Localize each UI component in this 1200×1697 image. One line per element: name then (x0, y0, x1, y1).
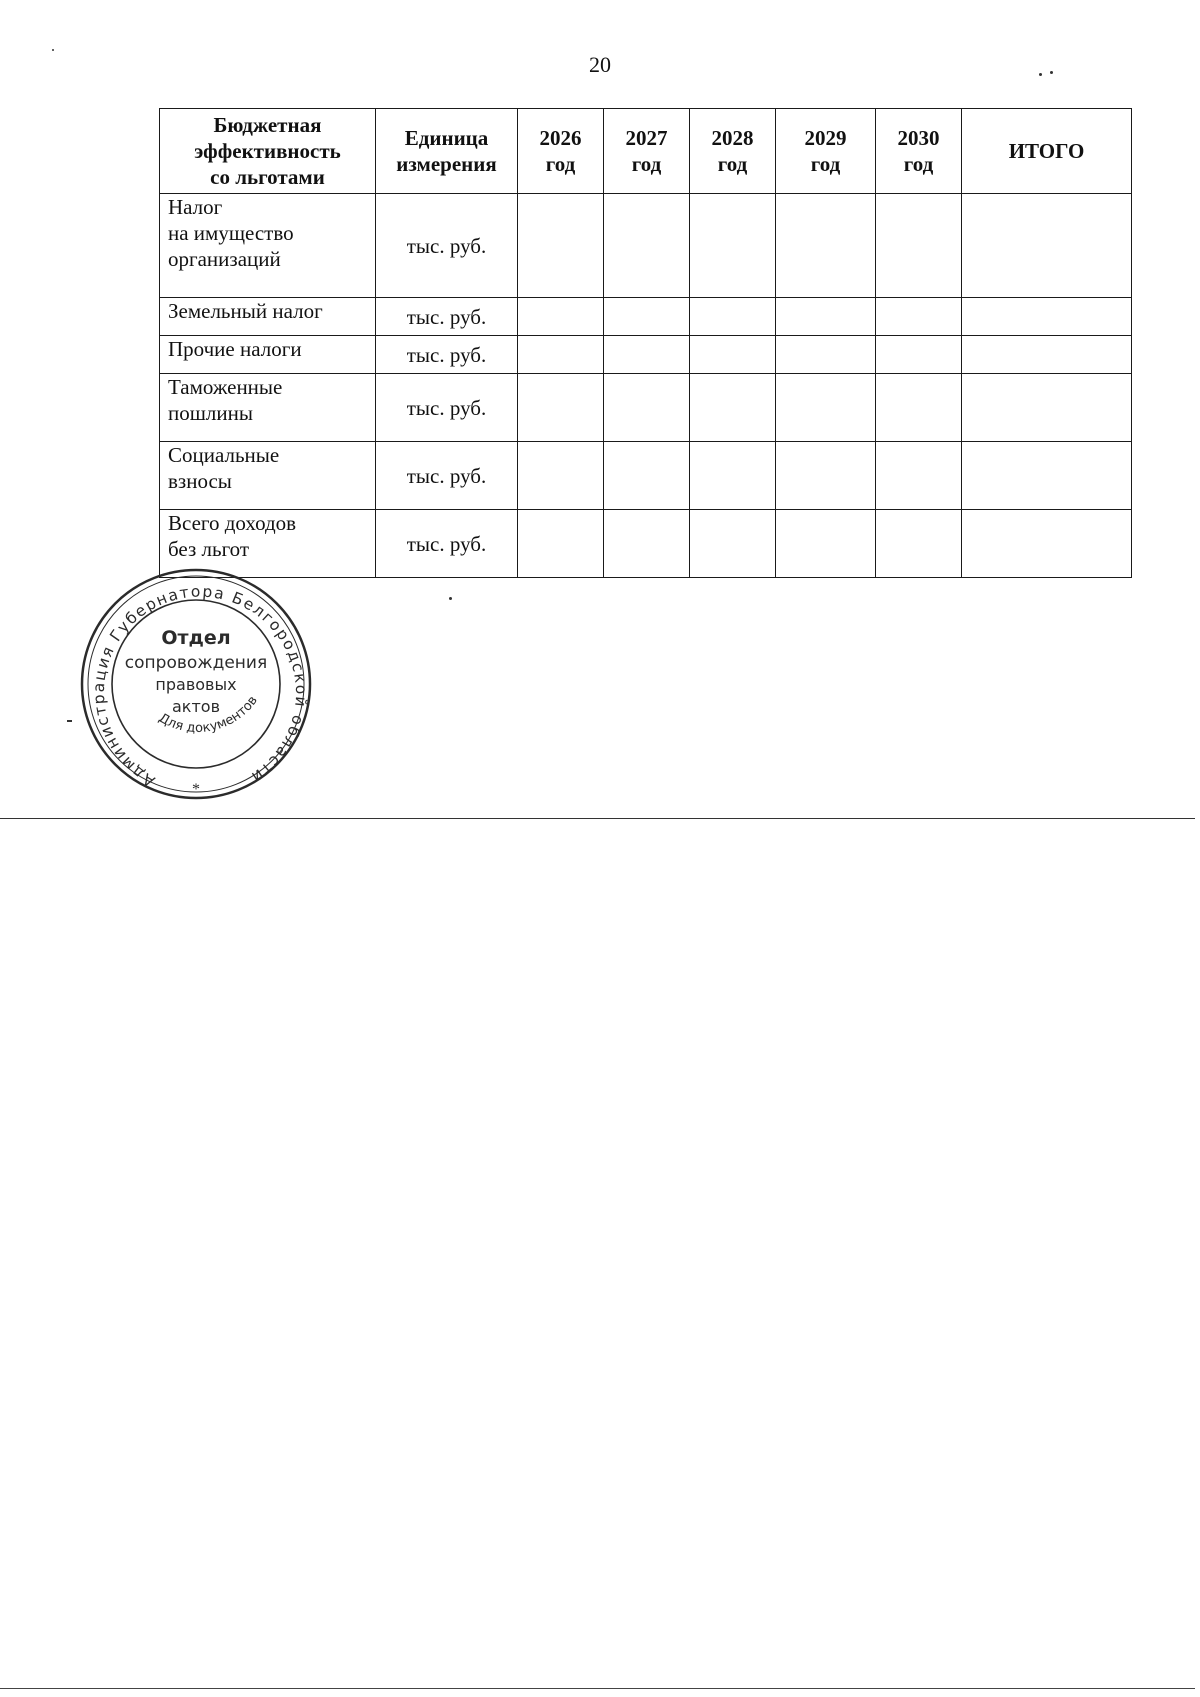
empty-value-cell (690, 374, 776, 442)
header-line: год (717, 152, 748, 176)
row-label-line: Земельный налог (168, 299, 323, 323)
empty-value-cell (604, 442, 690, 510)
row-unit: тыс. руб. (376, 298, 518, 336)
empty-value-cell (690, 194, 776, 298)
empty-value-cell (776, 194, 876, 298)
row-label (160, 442, 376, 510)
empty-value-cell (962, 510, 1132, 578)
page-number: 20 (589, 52, 611, 77)
table-row (160, 194, 1132, 298)
header-2029 (776, 109, 876, 194)
empty-value-cell (690, 298, 776, 336)
row-label-line: взносы (168, 469, 232, 493)
header-2026 (518, 109, 604, 194)
empty-value-cell (604, 374, 690, 442)
empty-value-cell (962, 336, 1132, 374)
header-line: год (903, 152, 934, 176)
header-line: год (545, 152, 576, 176)
row-label-line: Таможенные (168, 375, 283, 399)
header-line: год (631, 152, 662, 176)
header-total (962, 109, 1132, 194)
empty-value-cell (604, 510, 690, 578)
empty-value-cell (604, 336, 690, 374)
header-line: 2027 (625, 126, 668, 150)
empty-value-cell (776, 442, 876, 510)
scan-speck (1050, 71, 1053, 74)
empty-value-cell (518, 298, 604, 336)
stamp-inner-line: актов (171, 697, 221, 716)
table-row (160, 298, 1132, 336)
empty-value-cell (518, 374, 604, 442)
header-line: Единица (404, 126, 489, 150)
row-label-line: пошлины (168, 401, 253, 425)
page-bottom-edge-line (0, 1688, 1195, 1689)
row-unit: тыс. руб. (376, 374, 518, 442)
row-label (160, 374, 376, 442)
row-label-line: без льгот (168, 537, 250, 561)
empty-value-cell (962, 374, 1132, 442)
page-divider-line (0, 818, 1195, 819)
header-2028 (690, 109, 776, 194)
header-line: 2029 (804, 126, 847, 150)
empty-value-cell (962, 442, 1132, 510)
budget-efficiency-table (159, 108, 1132, 578)
scan-speck (52, 49, 54, 51)
empty-value-cell (690, 336, 776, 374)
table-row (160, 374, 1132, 442)
empty-value-cell (776, 298, 876, 336)
empty-value-cell (518, 194, 604, 298)
row-label (160, 194, 376, 298)
empty-value-cell (962, 298, 1132, 336)
empty-value-cell (876, 194, 962, 298)
empty-value-cell (518, 510, 604, 578)
stamp-bottom-text: Для документов (155, 693, 261, 737)
row-label-line: на имущество (168, 221, 294, 245)
table-body (160, 194, 1132, 578)
empty-value-cell (604, 298, 690, 336)
empty-value-cell (876, 442, 962, 510)
table-row (160, 442, 1132, 510)
empty-value-cell (604, 194, 690, 298)
empty-value-cell (518, 336, 604, 374)
empty-value-cell (776, 510, 876, 578)
stamp-inner-line: Отдел (161, 627, 231, 649)
row-unit: тыс. руб. (376, 510, 518, 578)
scan-speck (67, 720, 72, 722)
table-header-row (160, 109, 1132, 194)
table-row (160, 336, 1132, 374)
scan-speck (449, 597, 452, 600)
header-2030 (876, 109, 962, 194)
row-label (160, 336, 376, 374)
row-label-line: Социальные (168, 443, 280, 467)
header-line: эффективность (194, 139, 341, 163)
row-label-line: Налог (168, 195, 223, 219)
stamp-star: * (192, 781, 200, 798)
empty-value-cell (876, 374, 962, 442)
department-stamp (78, 566, 314, 802)
empty-value-cell (876, 510, 962, 578)
empty-value-cell (962, 194, 1132, 298)
header-line: ИТОГО (1008, 139, 1085, 163)
stamp-inner-line: сопровождения (124, 653, 268, 673)
header-line: 2026 (539, 126, 582, 150)
empty-value-cell (690, 510, 776, 578)
row-label (160, 298, 376, 336)
scan-speck (1039, 73, 1042, 76)
empty-value-cell (876, 336, 962, 374)
header-line: со льготами (210, 165, 325, 189)
stamp-inner-line: правовых (155, 675, 237, 694)
empty-value-cell (876, 298, 962, 336)
header-2027 (604, 109, 690, 194)
stamp-outer-text: Администрация Губернатора Белгородской области (89, 582, 311, 791)
row-label-line: Всего доходов (168, 511, 297, 535)
header-line: Бюджетная (213, 113, 322, 137)
header-budget-efficiency (160, 109, 376, 194)
row-label-line: Прочие налоги (168, 337, 302, 361)
header-line: год (810, 152, 841, 176)
header-line: 2030 (897, 126, 940, 150)
empty-value-cell (690, 442, 776, 510)
header-line: 2028 (711, 126, 754, 150)
empty-value-cell (776, 374, 876, 442)
empty-value-cell (776, 336, 876, 374)
empty-value-cell (518, 442, 604, 510)
row-unit: тыс. руб. (376, 194, 518, 298)
header-line: измерения (396, 152, 497, 176)
row-unit: тыс. руб. (376, 442, 518, 510)
row-label-line: организаций (168, 247, 281, 271)
header-unit (376, 109, 518, 194)
row-unit: тыс. руб. (376, 336, 518, 374)
